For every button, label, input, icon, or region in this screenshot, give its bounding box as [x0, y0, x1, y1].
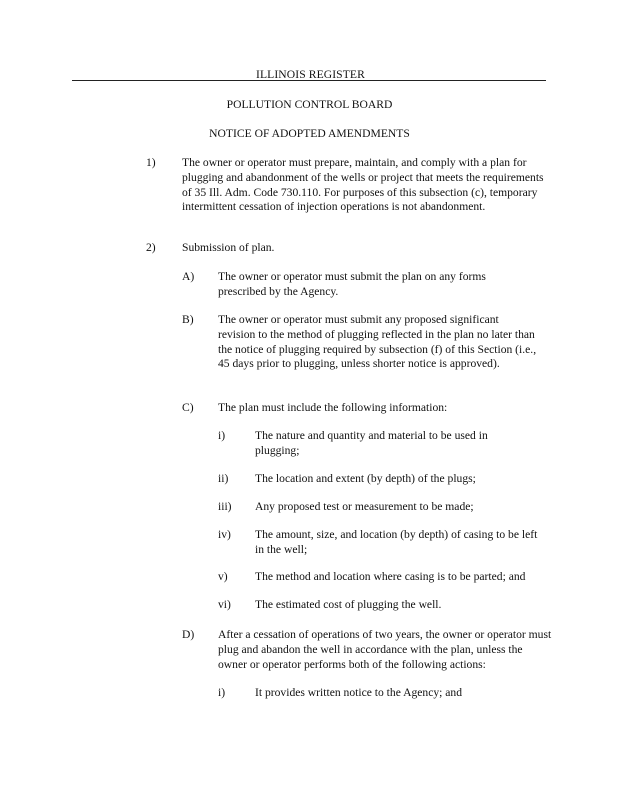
item-c-text: The plan must include the following information: — [218, 401, 448, 414]
item-c-v-marker: v) — [218, 570, 228, 583]
item-c-iv-marker: iv) — [218, 528, 231, 541]
item-2-text: Submission of plan. — [182, 241, 275, 254]
item-b-marker: B) — [182, 313, 194, 326]
item-d-text: After a cessation of operations of two years, the owner or operator must plug and abandon the well in accordance with the plan, unless the owner or operator performs both of the following actions: — [218, 628, 552, 671]
item-a-marker: A) — [182, 270, 195, 283]
item-c-iii-marker: iii) — [218, 500, 232, 513]
item-c-marker: C) — [182, 401, 194, 414]
item-c-i-text: The nature and quantity and material to be used in plugging; — [255, 429, 488, 457]
item-b-text: The owner or operator must submit any proposed significant revision to the method of plugging reflected in the plan no later than the notice of plugging required by subsection (f) of this Section (i.e., 45 days prior to plugging, unless shorter notice is approved). — [218, 313, 537, 371]
item-d-marker: D) — [182, 628, 195, 641]
item-c-iii-text: Any proposed test or measurement to be made; — [255, 500, 474, 513]
item-c-ii-marker: ii) — [218, 472, 229, 485]
item-c-i-marker: i) — [218, 429, 226, 442]
item-c-v-text: The method and location where casing is to be parted; and — [255, 570, 526, 583]
item-c-vi-marker: vi) — [218, 598, 231, 611]
item-1-text: The owner or operator must prepare, maintain, and comply with a plan for plugging and abandonment of the wells or project that meets the requirements of 35 Ill. Adm. Code 730.110. For purposes of this subsection (c), temporary intermittent cessation of injection operations is not abandonment. — [182, 156, 544, 214]
item-d-i-text: It provides written notice to the Agency; and — [255, 686, 463, 699]
board-name: POLLUTION CONTROL BOARD — [226, 98, 393, 111]
item-c-iv-text: The amount, size, and location (by depth) of casing to be left in the well; — [255, 528, 538, 556]
item-c-ii-text: The location and extent (by depth) of the plugs; — [255, 472, 476, 485]
item-d-i-marker: i) — [218, 686, 226, 699]
item-a-text: The owner or operator must submit the plan on any forms prescribed by the Agency. — [218, 270, 486, 298]
item-c-vi-text: The estimated cost of plugging the well. — [255, 598, 442, 611]
item-2-marker: 2) — [146, 241, 156, 254]
item-1-marker: 1) — [146, 156, 156, 169]
register-title: ILLINOIS REGISTER — [256, 68, 365, 81]
notice-title: NOTICE OF ADOPTED AMENDMENTS — [209, 127, 410, 140]
